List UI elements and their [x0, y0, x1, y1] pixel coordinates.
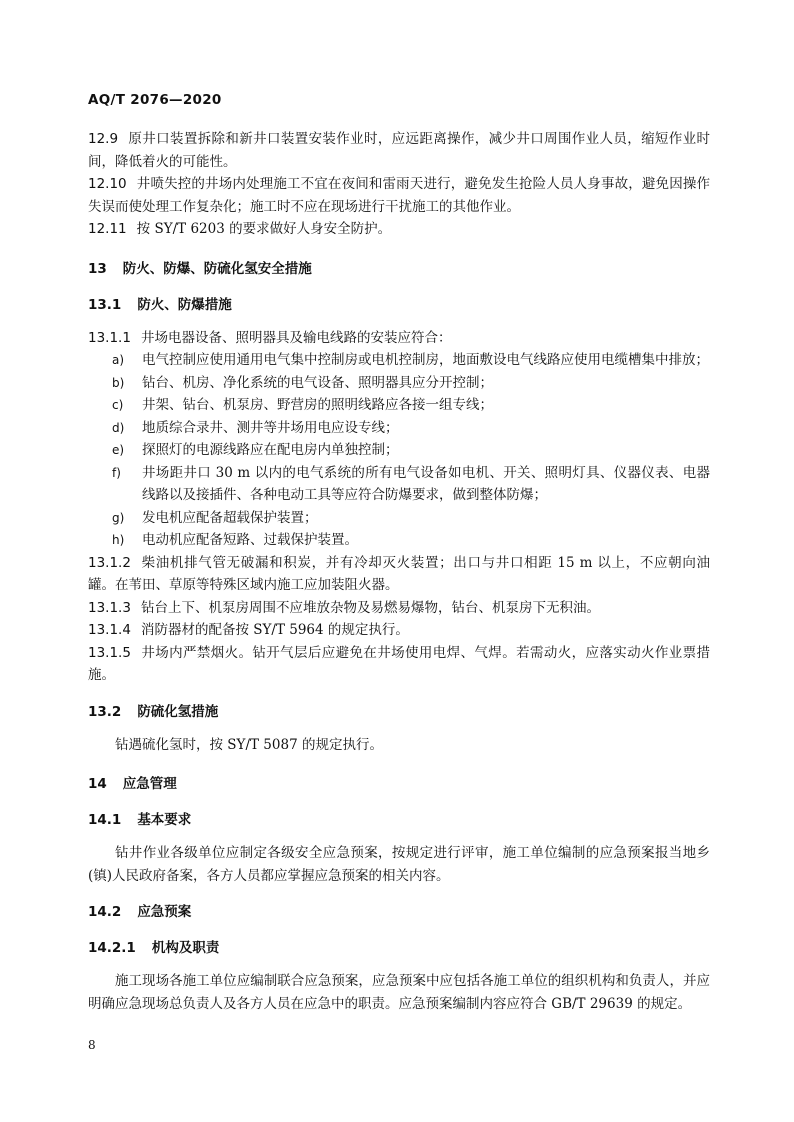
clause-number: 13.1.1 [88, 329, 131, 346]
list-item-text: 地质综合录井、测井等井场用电应设专线； [142, 419, 399, 436]
heading-title: 应急管理 [122, 776, 177, 792]
list-item-label: b) [112, 375, 125, 390]
clause-number: 12.9 [88, 131, 119, 147]
clause-number: 13.1.3 [88, 599, 131, 616]
heading-14-1 [88, 809, 710, 831]
list-item [88, 439, 710, 462]
list-item [88, 372, 710, 395]
heading-13 [88, 258, 710, 280]
list-item-text: 电动机应配备短路、过载保护装置。 [142, 532, 358, 548]
list-item [88, 417, 710, 440]
list-item-text: 井架、钻台、机泵房、野营房的照明线路应各接一组专线； [142, 397, 493, 413]
clause-12-11 [88, 218, 710, 241]
clause-13-1-1 [88, 327, 710, 350]
clause-text: 井场内严禁烟火。钻开气层后应避免在井场使用电焊、气焊。若需动火，应落实动火作业票措施。 [88, 644, 710, 683]
clause-text: 井场电器设备、照明器具及输电线路的安装应符合： [140, 329, 452, 346]
heading-14-2-1 [88, 937, 710, 959]
paragraph-14-1: 钻井作业各级单位应制定各级安全应急预案，按规定进行评审，施工单位编制的应急预案报当地乡(镇)人民政府备案，各方人员都应掌握应急预案的相关内容。 [88, 845, 710, 884]
heading-number: 14.2 [88, 904, 122, 920]
clause-13-1-3 [88, 597, 710, 620]
clause-text: 消防器材的配备按 SY/T 5964 的规定执行。 [140, 622, 409, 638]
list-item-label: c) [112, 398, 124, 412]
list-item [88, 529, 710, 552]
list-item [88, 507, 710, 530]
heading-number: 13 [88, 260, 107, 277]
heading-title: 防火、防爆措施 [137, 296, 232, 313]
list-item [88, 462, 710, 507]
clause-number: 13.1.4 [88, 622, 131, 638]
clause-text: 按 SY/T 6203 的要求做好人身安全防护。 [136, 221, 392, 237]
list-item-label: h) [112, 533, 125, 547]
heading-title: 机构及职责 [151, 940, 220, 956]
document-id-header: AQ/T 2076—2020 [88, 92, 222, 108]
list-item-text: 井场距井口 30 m 以内的电气系统的所有电气设备如电机、开关、照明灯具、仪器仪表、电器线路以及接插件、各种电动工具等应符合防爆要求，做到整体防爆； [142, 464, 710, 503]
clause-text: 柴油机排气管无破漏和积炭，并有冷却灭火装置；出口与井口相距 15 m 以上，不应朝向油罐。在苇田、草原等特殊区域内施工应加装阻火器。 [88, 554, 710, 593]
list-item-text: 钻台、机房、净化系统的电气设备、照明器具应分开控制； [142, 374, 493, 391]
list-item [88, 394, 710, 417]
heading-13-1 [88, 294, 710, 316]
clause-12-9 [88, 128, 710, 173]
page-number: 8 [88, 1038, 96, 1052]
clause-12-10 [88, 173, 710, 218]
list-item-label: g) [112, 510, 125, 525]
list-item-label: a) [112, 353, 125, 367]
clause-text: 原井口装置拆除和新井口装置安装作业时，应远距离操作，减少井口周围作业人员，缩短作业时间，降低着火的可能性。 [88, 131, 710, 170]
heading-title: 基本要求 [137, 812, 192, 828]
heading-number: 14.2.1 [88, 940, 136, 956]
heading-title: 防硫化氢措施 [137, 703, 219, 720]
clause-number: 12.10 [88, 176, 127, 192]
heading-14 [88, 773, 710, 795]
clause-number: 13.1.2 [88, 554, 131, 571]
clause-number: 13.1.5 [88, 644, 131, 661]
clause-text: 井喷失控的井场内处理施工不宜在夜间和雷雨天进行，避免发生抢险人员人身事故，避免因操作失误而使处理工作复杂化；施工时不应在现场进行干扰施工的其他作业。 [88, 176, 710, 215]
list-item-text: 探照灯的电源线路应在配电房内单独控制； [142, 442, 399, 458]
list-item-text: 发电机应配备超载保护装置； [142, 509, 318, 526]
list-item-label: d) [112, 420, 125, 435]
paragraph-13-2: 钻遇硫化氢时，按 SY/T 5087 的规定执行。 [115, 736, 383, 753]
clause-text: 钻台上下、机泵房周围不应堆放杂物及易燃易爆物，钻台、机泵房下无积油。 [140, 599, 600, 616]
heading-title: 应急预案 [137, 904, 192, 920]
heading-number: 14.1 [88, 812, 122, 828]
heading-number: 14 [88, 776, 107, 792]
list-item [88, 349, 710, 372]
page-body [88, 128, 710, 1015]
list-item-text: 电气控制应使用通用电气集中控制房或电机控制房，地面敷设电气线路应使用电缆槽集中排放； [142, 352, 709, 368]
clause-13-1-2 [88, 552, 710, 597]
clause-number: 12.11 [88, 221, 127, 237]
list-item-label: e) [112, 443, 125, 457]
clause-13-1-5 [88, 642, 710, 687]
list-13-1-1 [88, 349, 710, 552]
heading-13-2 [88, 701, 710, 723]
heading-number: 13.1 [88, 296, 122, 313]
heading-14-2 [88, 901, 710, 923]
clause-13-1-4 [88, 619, 710, 642]
heading-title: 防火、防爆、防硫化氢安全措施 [122, 260, 312, 277]
list-item-label: f) [112, 465, 121, 480]
paragraph-14-2-1: 施工现场各施工单位应编制联合应急预案，应急预案中应包括各施工单位的组织机构和负责人，并应明确应急现场总负责人及各方人员在应急中的职责。应急预案编制内容应符合 GB/T 29639 的规定。 [88, 973, 710, 1012]
heading-number: 13.2 [88, 703, 122, 720]
